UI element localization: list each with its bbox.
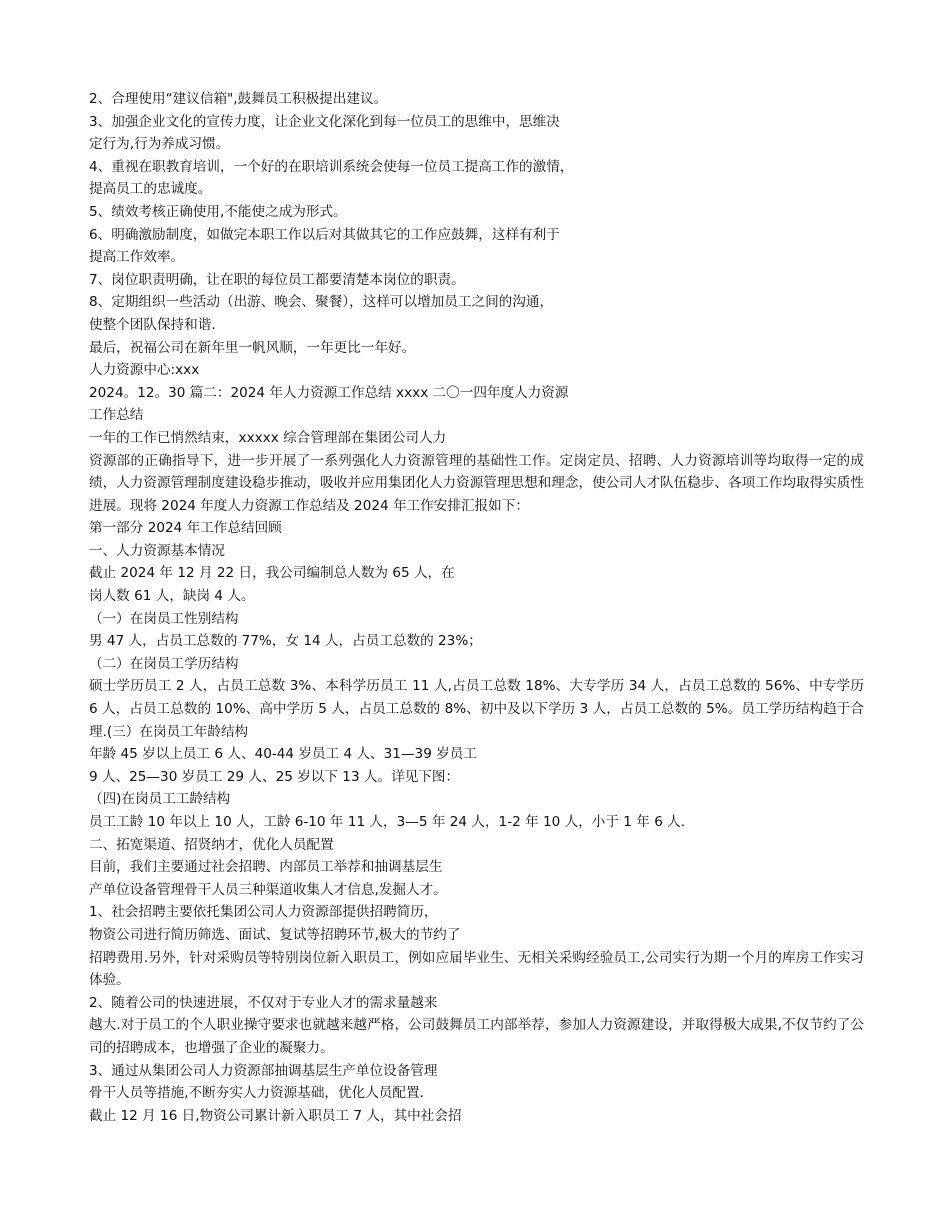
recruitment-item-3: 3、通过从集团公司人力资源部抽调基层生产单位设备管理 bbox=[89, 1062, 438, 1079]
recruitment-item-2: 2、随着公司的快速进展，不仅对于专业人才的需求量越来 bbox=[89, 994, 438, 1011]
subheading-gender: （一）在岗员工性别结构 bbox=[89, 610, 239, 627]
section-heading-recruitment: 二、拓宽渠道、招贤纳才，优化人员配置 bbox=[89, 836, 334, 853]
intro-line: 一年的工作已悄然结束，xxxxx 综合管理部在集团公司人力 bbox=[89, 429, 447, 446]
seniority-structure: 员工工龄 10 年以上 10 人，工龄 6-10 年 11 人，3—5 年 24 人，1-2 年 10 人，小于 1 年 6 人. bbox=[89, 814, 686, 830]
list-item-incentive: 6、明确激励制度，如做完本职工作以后对其做其它的工作应鼓舞，这样有利于 bbox=[89, 226, 560, 243]
intro-paragraph: 资源部的正确指导下，进一步开展了一系列强化人力资源管理的基础性工作。定岗定员、招聘、人力资源培训等均取得一定的成绩，人力资源管理制度建设稳步推动，吸收并应用集团化人力资源管理思想和理念，使公司人才队伍稳步、各项工作均取得实质性进展。现将 2024 年度人力资源工作总结及 2024 年工作安排汇报如下： bbox=[89, 452, 864, 514]
recruitment-item-3-cont: 骨干人员等措施,不断夯实人力资源基础，优化人员配置. bbox=[89, 1085, 424, 1102]
list-item-performance: 5、绩效考核正确使用,不能使之成为形式。 bbox=[89, 203, 347, 220]
part-one-heading: 第一部分 2024 年工作总结回顾 bbox=[89, 520, 282, 537]
recruitment-item-2-paragraph: 越大.对于员工的个人职业操守要求也就越来越严格，公司鼓舞员工内部举荐，参加人力资源建设，并取得极大成果,不仅节约了公司的招聘成本，也增强了企业的凝聚力。 bbox=[89, 1017, 864, 1056]
section-title-cont: 工作总结 bbox=[89, 407, 144, 424]
education-paragraph: 硕士学历员工 2 人，占员工总数 3%、本科学历员工 11 人,占员工总数 18%、大专学历 34 人，占员工总数的 56%、中专学历 6 人，占员工总数的 10%、高中学历 5 人，占员工总数的 8%、初中及以下学历 3 人，占员工总数的 5%。员工学历结构趋于合理.(三）在岗员工年龄结构 bbox=[89, 678, 864, 740]
list-item-corporate-culture-cont: 定行为,行为养成习惯。 bbox=[89, 136, 230, 153]
list-item-training: 4、重视在职教育培训，一个好的在职培训系统会使每一位员工提高工作的激情， bbox=[89, 158, 574, 175]
list-item-activities: 8、定期组织一些活动（出游、晚会、聚餐），这样可以增加员工之间的沟通， bbox=[89, 294, 554, 311]
recruitment-item-1-cont: 物资公司进行简历筛选、面试、复试等招聘环节,极大的节约了 bbox=[89, 926, 461, 943]
list-item-incentive-cont: 提高工作效率。 bbox=[89, 249, 185, 266]
new-hires-line: 截止 12 月 16 日,物资公司累计新入职员工 7 人，其中社会招 bbox=[89, 1107, 462, 1124]
list-item-suggestion-box: 2、合理使用“建议信箱",鼓舞员工积极提出建议。 bbox=[89, 91, 388, 107]
date-and-title: 2024。12。30 篇二：2024 年人力资源工作总结 xxxx 二〇一四年度人力资源 bbox=[89, 384, 569, 401]
list-item-corporate-culture: 3、加强企业文化的宣传力度，让企业文化深化到每一位员工的思维中，思维决 bbox=[89, 113, 560, 130]
list-item-training-cont: 提高员工的忠诚度。 bbox=[89, 181, 212, 198]
recruitment-item-1: 1、社会招聘主要依托集团公司人力资源部提供招聘简历， bbox=[89, 904, 438, 921]
closing-wishes: 最后，祝福公司在新年里一帆风顺，一年更比一年好。 bbox=[89, 339, 416, 356]
list-item-responsibility: 7、岗位职责明确，让在职的每位员工都要清楚本岗位的职责。 bbox=[89, 271, 465, 288]
age-structure: 年龄 45 岁以上员工 6 人、40-44 岁员工 4 人、31—39 岁员工 bbox=[89, 746, 477, 763]
recruitment-item-1-paragraph: 招聘费用.另外，针对采购员等特别岗位新入职员工，例如应届毕业生、无相关采购经验员工,公司实行为期一个月的库房工作实习体验。 bbox=[89, 949, 864, 989]
subheading-seniority: （四)在岗员工工龄结构 bbox=[89, 791, 231, 808]
gender-structure: 男 47 人，占员工总数的 77%，女 14 人，占员工总数的 23%； bbox=[89, 633, 482, 650]
document-body bbox=[89, 88, 864, 1127]
recruitment-intro: 目前，我们主要通过社会招聘、内部员工举荐和抽调基层生 bbox=[89, 859, 443, 876]
headcount-line: 截止 2024 年 12 月 22 日，我公司编制总人数为 65 人，在 bbox=[89, 565, 455, 582]
age-structure-cont: 9 人、25—30 岁员工 29 人、25 岁以下 13 人。详见下图： bbox=[89, 768, 460, 785]
section-heading-basic: 一、人力资源基本情况 bbox=[89, 542, 225, 559]
headcount-line-cont: 岗人数 61 人，缺岗 4 人。 bbox=[89, 588, 255, 605]
list-item-activities-cont: 使整个团队保持和谐. bbox=[89, 316, 216, 333]
subheading-education: （二）在岗员工学历结构 bbox=[89, 655, 239, 672]
recruitment-intro-cont: 产单位设备管理骨干人员三种渠道收集人才信息,发掘人才。 bbox=[89, 881, 447, 898]
signature: 人力资源中心:xxx bbox=[89, 362, 200, 379]
